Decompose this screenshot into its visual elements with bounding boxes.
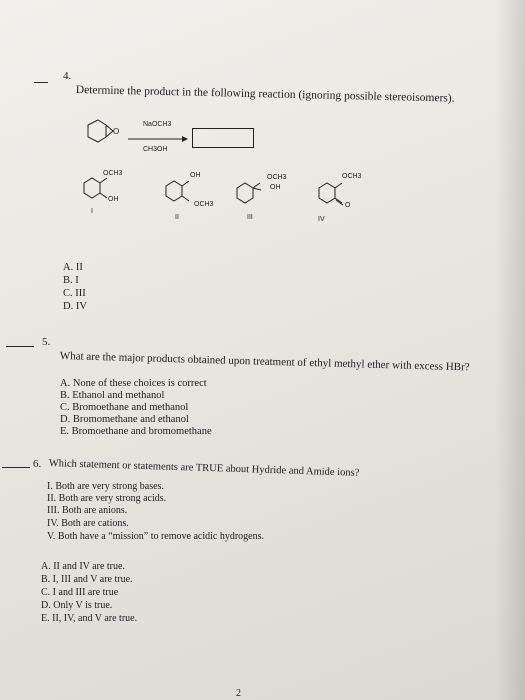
q4-reagent-top: NaOCH3 [143, 121, 172, 128]
q6-option: A. II and IV are true. [41, 561, 125, 572]
q5-option: C. Bromoethane and methanol [60, 402, 189, 413]
structure-II-top-label: OH [190, 172, 201, 179]
structure-I-side-label: OH [108, 196, 119, 203]
structure-III-side-label: OH [270, 184, 281, 191]
q4-product-box [192, 128, 254, 148]
structure-III-numeral: III [247, 214, 253, 221]
structure-IV-numeral: IV [318, 216, 325, 223]
q6-option: C. I and III are true [41, 587, 119, 598]
q4-answer-blank [34, 82, 48, 83]
q6-statement: II. Both are very strong acids. [47, 493, 167, 504]
q6-statement: IV. Both are cations. [47, 518, 129, 529]
q5-option: D. Bromomethane and ethanol [60, 414, 189, 425]
q5-number: 5. [42, 336, 51, 348]
q5-option: E. Bromoethane and bromomethane [60, 426, 212, 437]
q6-option: E. II, IV, and V are true. [41, 613, 138, 624]
q4-option: A. II [63, 262, 83, 273]
structure-IV-top-label: OCH3 [342, 173, 362, 180]
structure-III [233, 180, 273, 210]
structure-II-numeral: II [175, 214, 179, 221]
structure-III-top-label: OCH3 [267, 174, 287, 181]
q4-option: C. III [63, 288, 86, 299]
structure-II-side-label: OCH3 [194, 201, 214, 208]
q4-option: D. IV [63, 301, 87, 312]
q5-answer-blank [6, 346, 34, 347]
structure-I-numeral: I [91, 208, 93, 215]
q4-reagent-bottom: CH3OH [143, 146, 168, 153]
q4-reactant-oxygen: O [113, 127, 120, 136]
q6-statement: V. Both have a “mission” to remove acidic hydrogens. [47, 531, 264, 542]
q6-number: 6. [33, 458, 42, 470]
q4-reaction-arrow [128, 135, 188, 143]
q6-prompt: Which statement or statements are TRUE about Hydride and Amide ions? [48, 458, 360, 479]
q4-number: 4. [63, 70, 72, 82]
structure-IV-side-label: O [345, 202, 351, 209]
structure-I-top-label: OCH3 [103, 170, 123, 177]
q5-option: B. Ethanol and methanol [60, 390, 165, 401]
q6-option: B. I, III and V are true. [41, 574, 133, 585]
q6-statement: III. Both are anions. [47, 505, 128, 516]
page-number: 2 [236, 688, 241, 699]
q4-option: B. I [63, 275, 79, 286]
q4-prompt: Determine the product in the following reaction (ignoring possible stereoisomers). [75, 84, 455, 105]
page-shadow [495, 0, 525, 700]
q5-prompt: What are the major products obtained upon treatment of ethyl methyl ether with excess HBr? [59, 350, 470, 374]
q6-option: D. Only V is true. [41, 600, 113, 611]
q6-answer-blank [2, 467, 30, 468]
q6-statement: I. Both are very strong bases. [47, 481, 164, 492]
q5-option: A. None of these choices is correct [60, 378, 207, 389]
